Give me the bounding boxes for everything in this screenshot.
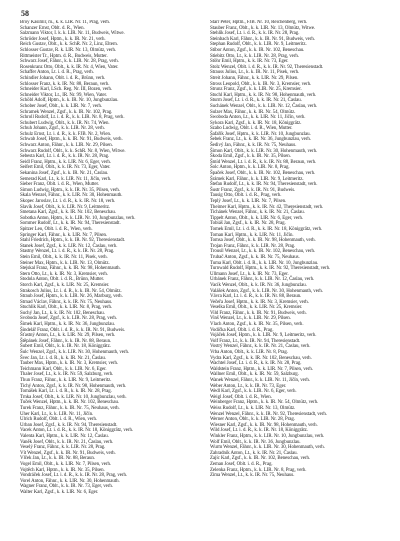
list-entry: Teichmann Karl, Oblt., k. k. LIR. Nr. 6, Eger.	[20, 366, 107, 372]
list-entry: Schneider Karl, LSch. Reg. Nr. III, Bozen, verh.	[20, 87, 113, 93]
list-entry: Springer Karl, Fähnr., k. k. LIR. Nr. 7, Pilsen.	[20, 232, 108, 238]
list-entry: Stolz Wenzel, Oblt. i. d. R., k. k. IR. Nr. 92, Theresienstadt.	[210, 64, 324, 70]
list-entry: Szabo Ludwig, Oblt. i. d. R., Wien, Mutter.	[210, 126, 293, 132]
list-entry: Wedl Karl, Zgsf., k. k. LIR. Nr. 6, Eger, verh.	[210, 389, 297, 395]
list-entry: Schaffer Anton, Lt. i. d. R., Prag, verh.	[20, 70, 94, 76]
list-entry: Škoda Emil, Zgsf., k. k. IR. Nr. 35, Pilsen.	[210, 154, 291, 160]
list-entry: Vojáček Josef, Hptm., k. k. LIR. Nr. 9, Leitmeritz, verh.	[210, 333, 317, 339]
list-entry: Streit Johann, Fähnr., k. k. LIR. Nr. 29, Pilsen.	[210, 75, 299, 81]
list-entry: Teplý Josef, Lt., k. k. LIR. Nr. 7, Pilsen.	[210, 199, 287, 204]
list-entry: Stehlík Josef, Lt. i. d. R., k. k. IR. Nr. 28, Prag.	[210, 31, 300, 37]
list-entry: Tomsa Josef, Oblt., k. k. IR. Nr. 98, Hohenmauth, verh.	[210, 238, 316, 244]
list-entry: Stanek Josef, Zgsf., k. k. LIR. Nr. 12, Časlau, verh.	[20, 243, 118, 249]
list-entry: Šubert Emil, Oblt., k. k. IR. Nr. 18, Königgrätz.	[20, 344, 111, 350]
list-entry: Zima Wenzel, Lt., k. k. IR. Nr. 75, Neuhaus.	[210, 473, 295, 479]
list-entry: Ulrich Rudolf, Oblt. i. d. R., Wien, verh.	[20, 417, 98, 423]
list-entry: Tippelt Anton, Oblt., k. k. LIR. Nr. 6, Eger, verh.	[210, 215, 304, 221]
list-entry: Theimer Karl, Hptm., k. k. IR. Nr. 42, Theresienstadt, verh.	[210, 204, 324, 210]
list-entry: Skala Wenzel, Fähnr., k. k. LIR. Nr. 30, Hohenmauth.	[20, 193, 123, 199]
list-entry: Toman Karl, Hptm., k. k. LIR. Nr. 11, Jičín.	[210, 232, 294, 238]
list-entry: Rittmeister Tr., Hptm. d. R., Budweis, Mutter.	[20, 53, 108, 59]
list-entry: Schwab Josef, Hptm., k. k. IR. Nr. 91, Budweis, verh.	[20, 137, 123, 143]
list-entry: Salzmann Viktor, I. k. k. LIR. Nr. 11, Budweis, Witwe.	[20, 31, 125, 37]
list-entry: Schwarz Josef, Fähnr., k. k. LIR. Nr. 28, Prag, verh.	[20, 59, 119, 65]
list-entry: Vít Wenzel, Zgsf., k. k. IR. Nr. 91, Budweis, verh.	[20, 450, 116, 456]
list-entry: Veselý Franz, Fähnr., k. k. LIR. Nr. 28, Prag.	[20, 445, 106, 451]
list-entry: Steiner Max, Hptm., k. k. LIR. Nr. 13, Olmütz.	[20, 260, 110, 266]
list-entry: Stuchl Karl, Hptm., k. k. IR. Nr. 98, Hohenmauth, verh.	[210, 92, 317, 98]
list-entry: Slavík Josef, Oblt., k. k. LIR. Nr. 9, Leitmeritz.	[20, 204, 111, 210]
list-entry: Schwarz Anton, Fähnr., k. k. LIR. Nr. 29, Pilsen.	[20, 143, 113, 149]
list-entry: Vacek Anton, Lt. i. d. R., k. k. IR. Nr. 18, Königgrätz, verh.	[20, 428, 134, 434]
list-entry: Schober Josef, Oblt., k. k. LIR. Nr. 7, verh.	[20, 103, 103, 109]
list-entry: Uher Karl, Lt., k. k. LIR. Nr. 11, Jičín.	[20, 411, 94, 417]
list-entry: Walter Karl, Zgsf., k. k. LIR. Nr. 6, Eger.	[20, 489, 99, 495]
list-entry: Spitzer Leo, Oblt. i. d. R., Wien, verh.	[20, 226, 93, 232]
text-columns	[20, 20, 392, 535]
list-entry: Vostrý Wenzel, Fähnr., k. k. IR. Nr. 21, Časlau, verh.	[210, 344, 311, 350]
list-entry: Vild Franz, Fähnr., k. k. IR. Nr. 91, Budweis, verh.	[210, 310, 307, 316]
list-entry: Weber Anton, Lt., k. k. IR. Nr. 73, Eger.	[210, 383, 287, 389]
list-entry: Seidl Franz, Hptm., k. k. LIR. Nr. 6, Eger, verh.	[20, 159, 111, 165]
list-entry: Tomášek Karl, Lt. i. d. R., k. k. IR. Nr. 28, Prag.	[20, 389, 112, 395]
list-entry: Sommer Rudolf, Lt., k. k. IR. Nr. 94, Theresienstadt.	[20, 221, 121, 227]
list-entry: Zelenka Franz, Hptm., k. k. LIR. Nr. 8, Prag, verh.	[210, 467, 307, 473]
list-entry: Semerad Karl, Lt., k. k. LIR. Nr. 11, Jičín, verh.	[20, 176, 112, 182]
list-entry: Strnad Václav, Fähnr., k. k. IR. Nr. 75, Neuhaus.	[20, 299, 113, 305]
list-entry: Vinš Wenzel, Lt., k. k. LIR. Nr. 29, Pilsen.	[210, 316, 291, 322]
list-entry: Šťastný Anton, Lt., k. k. LIR. Nr. 29, Pilsen, verh.	[20, 333, 116, 339]
list-entry: Thun Franz, Fähnr., k. k. LIR. Nr. 9, Leitmeritz.	[20, 378, 112, 383]
list-entry: Suchý Jan, Lt., k. k. IR. Nr. 102, Beneschau.	[20, 310, 105, 316]
list-entry: Šmíd Wenzel, Lt. i. d. R., k. k. IR. Nr. 88, Beraun, verh.	[210, 159, 317, 165]
list-entry: Svoboda Josef, Zgsf., k. k. LIR. Nr. 28, Prag, verh.	[20, 316, 117, 322]
list-entry: Stephan Rudolf, Oblt., k. k. LIR. Nr. 9, Leitmeritz.	[210, 42, 307, 48]
list-entry: Tuček Wenzel, Hptm., k. k. IR. Nr. 102, Beneschau.	[20, 400, 120, 406]
list-entry: Sebesta Karl, Lt. i. d. R., k. k. IR. Nr. 28, Prag.	[20, 154, 110, 160]
list-entry: Stauber Franz, Oblt., k. k. LIR. Nr. 13, Olmütz, Witwe.	[210, 25, 316, 31]
list-entry: Veselka Emil, Oblt., k. k. LIR. Nr. 25, Kremsier.	[210, 305, 303, 311]
list-entry: Zeman Josef, Oblt. i. d. R., Prag.	[210, 461, 273, 467]
list-entry: Simon Ludwig, Hptm., k. k. IR. Nr. 35, Pilsen, verh.	[20, 187, 120, 193]
list-entry: Strauss Julius, Lt., k. k. IR. Nr. 11, Pisek, verh.	[210, 70, 300, 76]
list-entry: Schanzer Ernst, Oblt. d. R., Wien.	[20, 25, 85, 31]
list-entry: Stejskal Franz, Fähnr., k. k. IR. Nr. 98, Hohenmauth.	[20, 266, 121, 272]
list-entry: Šedivý Jan, Fähnr., k. k. IR. Nr. 75, Neuhaus.	[210, 143, 297, 149]
list-entry: Špaček Josef, Oblt., k. k. IR. Nr. 102, Beneschau, verh.	[210, 171, 316, 177]
list-entry: Trnka Josef, Oblt., k. k. LIR. Nr. 10, Jungbunzlau, verh.	[20, 394, 127, 400]
list-entry: Weigl Josef, Oblt. i. d. R., Wien.	[210, 394, 272, 400]
list-entry: Šulc Wenzel, Zgsf., k. k. LIR. Nr. 30, Hohenmauth, verh.	[20, 350, 130, 356]
list-entry: Weiss Rudolf, Lt., k. k. LIR. Nr. 13, Olmütz.	[210, 405, 296, 411]
list-entry: Turek Franz, Fähnr., k. k. IR. Nr. 75, Neuhaus, verh.	[20, 405, 120, 411]
list-entry: Steinbach Karl, Fähnr., k. k. IR. Nr. 91, Budweis, verh.	[210, 36, 315, 42]
list-entry: Stein Emil, Oblt., k. k. IR. Nr. 11, Pisek, verh.	[20, 254, 108, 260]
list-entry: Thaler Josef, Lt., k. k. IR. Nr. 59, Salzburg, verh.	[20, 372, 114, 378]
list-entry: Vrba Anton, Oblt., k. k. LIR. Nr. 8, Prag.	[210, 350, 288, 356]
list-entry: Waldstein Franz, Hptm., k. k. LIR. Nr. 7, Pilsen, verh.	[210, 366, 313, 372]
list-entry: Sulzer Max, Fähnr., k. k. IR. Nr. 54, Olmütz.	[210, 109, 296, 115]
list-entry: Schuh Johann, Zgsf., k. k. LIR. Nr. 28, verh.	[20, 126, 105, 132]
list-entry: Valenta Karl, Hptm., k. k. LIR. Nr. 12, Časlau.	[20, 433, 109, 439]
list-entry: Šolc Anton, Hptm., k. k. LIR. Nr. 8, Prag.	[210, 165, 290, 171]
list-entry: Šustr Franz, Zgsf., k. k. IR. Nr. 91, Budweis.	[210, 187, 296, 193]
list-entry: Bröy Kasimir, m., k. k. LIR. Nr. 11, Prag, verh.	[20, 20, 110, 25]
left-column	[20, 20, 202, 535]
list-entry: Urban Josef, Zgsf., k. k. IR. Nr. 94, Theresienstadt.	[20, 422, 118, 428]
list-entry: Sekanina Josef, Zgsf., k. k. IR. Nr. 21, Časlau.	[20, 171, 109, 177]
list-entry: Stiebitz Otto, Lt., k. k. LIR. Nr. 28, Prag, verh.	[210, 53, 299, 59]
list-entry: Vydra Karl, Zgsf., k. k. IR. Nr. 102, Beneschau, verh.	[210, 355, 312, 361]
right-column	[210, 20, 392, 535]
list-entry: Urbánek Franz, Fähnr., k. k. LIR. Nr. 12, Časlau, verh.	[210, 277, 315, 283]
list-entry: Tomek Emil, Lt. i. d. R., k. k. IR. Nr. 18, Königgrätz, verh.	[210, 226, 323, 232]
list-entry: Sturm Josef, Lt. i. d. R., k. k. IR. Nr. 21, Časlau.	[210, 98, 302, 104]
list-entry: Schöbl Adolf, Hptm., k. k. IR. Nr. 10, Jungbunzlau.	[20, 98, 119, 104]
list-entry: Vogel Emil, Oblt., k. k. LIR. Nr. 7, Pilsen, verh.	[20, 461, 112, 467]
list-entry: Stuchlik Karl, Oblt., k. k. LIR. Nr. 8, Prag, verh.	[20, 305, 113, 311]
list-entry: Vacík Wenzel, Oblt., k. k. IR. Nr. 36, Jungbunzlau.	[210, 282, 307, 288]
list-entry: Wachtel Josef, Lt. i. d. R., k. k. IR. Nr. 28, Prag.	[210, 361, 302, 367]
list-entry: Wolf Emil, Oblt., k. k. IR. Nr. 36, Jungbunzlau.	[210, 439, 301, 445]
list-entry: Reich Gustav, Oblt., k. k. SchR. Nr. 2, Linz, Eltern.	[20, 42, 118, 48]
list-entry: Tauber Max, Hptm., k. k. IR. Nr. 3, Kremsier, verh.	[20, 361, 119, 367]
list-entry: Schröder Josef, Hptm., k. k. IR. Nr. 21, verh.	[20, 36, 106, 42]
list-entry: Stahl Friedrich, Hptm., k. k. IR. Nr. 92, Theresienstadt.	[20, 238, 126, 244]
list-entry: Volf Franz, Lt., k. k. IR. Nr. 94, Theresienstadt.	[210, 338, 301, 344]
list-entry: Stastny Wenzel, Lt. i. d. R., k. k. IR. Nr. 28, Prag.	[20, 249, 115, 255]
list-entry: Večeřa Josef, Hptm., k. k. IR. Nr. 3, Kremsier, verh.	[210, 299, 309, 305]
list-entry: Štefan Rudolf, Lt., k. k. IR. Nr. 94, Theresienstadt, verh.	[210, 182, 318, 188]
list-entry: Šimon Karl, Oblt., k. k. LIR. Nr. 30, Hohenmauth, verh.	[210, 148, 318, 154]
list-entry: Šindelář Franz, Oblt. i. d. R., k. k. IR. Nr. 91, Budweis.	[20, 327, 126, 333]
list-entry: Sobotka Anton, Hptm., k. k. LIR. Nr. 10, Jungbunzlau, verh.	[20, 215, 136, 221]
list-entry: Skopec Jaroslav, Lt. i. d. R., k. k. IR. Nr. 18, verh.	[20, 199, 116, 204]
list-entry: Turnwald Rudolf, Hptm., k. k. IR. Nr. 92, Theresienstadt, verh.	[210, 266, 331, 272]
list-entry: Trojan Franz, Fähnr., k. k. LIR. Nr. 28, Prag.	[210, 243, 296, 249]
list-entry: Tichý Anton, Zgsf., k. k. IR. Nr. 98, Hohenmauth, verh.	[20, 383, 127, 389]
list-entry: Stern Otto, Lt., k. k. IR. Nr. 3, Kremsier, verh.	[20, 271, 108, 277]
list-entry: Vojtěch Karl, Hptm., k. k. IR. Nr. 35, Pilsen.	[20, 467, 105, 473]
list-entry: Vorel Anton, Fähnr., k. k. LIR. Nr. 30, Hohenmauth.	[20, 478, 120, 484]
list-entry: Šrámek Karl, Fähnr., k. k. LIR. Nr. 9, Leitmeritz.	[210, 176, 304, 182]
list-entry: Rosenkranz Otto, Oblt., k. k. IR. Nr. 4, Wien, Vater.	[20, 64, 119, 70]
list-entry: Štěpánek Josef, Fähnr., k. k. IR. Nr. 88, Beraun.	[20, 338, 112, 344]
list-entry: Vaněk Josef, Oblt., k. k. IR. Nr. 21, Časlau, verh.	[20, 439, 114, 445]
list-entry: Valášek Anton, Zgsf., k. k. LIR. Nr. 30, Hohenmauth, verh.	[210, 288, 323, 294]
list-entry: Stibor Anton, Zgsf., k. k. IR. Nr. 102, Beneschau.	[210, 47, 305, 53]
list-entry: Ullmann Josef, Lt., k. k. IR. Nr. 73, Eger.	[210, 271, 289, 277]
list-entry: Tausig Otto, Oblt. i. d. R., Prag, verh.	[210, 193, 282, 199]
list-entry: Strunz Franz, Zgsf., k. k. LIR. Nr. 25, Kremsier.	[210, 87, 302, 93]
list-entry: Vodička Karl, Oblt. i. d. R., Prag.	[210, 327, 274, 333]
list-entry: Werner Anton, Oblt., k. k. LIR. Nr. 28, Prag.	[210, 417, 295, 423]
list-entry: Schubert Ludwig, Oblt., k. k. IR. Nr. 74, Wien.	[20, 120, 110, 126]
list-entry: Suchánek Wenzel, Oblt., k. k. LIR. Nr. 12, Časlau, verh.	[210, 103, 318, 109]
list-entry: Šebek Franz, Lt., k. k. IR. Nr. 36, Jungbunzlau, verh.	[210, 137, 311, 143]
list-entry: Stöhr Emil, Hptm., k. k. IR. Nr. 73, Eger.	[210, 59, 289, 65]
list-entry: Vlach Anton, Zgsf., k. k. IR. Nr. 35, Pilsen, verh.	[210, 322, 304, 328]
list-entry: Starr Peter, Hptm., FJB. Nr. 10, Reichenberg, verh.	[210, 20, 308, 25]
list-entry: Schulz Ernst, Lt. i. d. R., k. k. FJB. Nr. 2, Wien.	[20, 131, 112, 137]
list-entry: Šimek Karl, Hptm., k. k. IR. Nr. 36, Jungbunzlau.	[20, 322, 115, 328]
list-entry: Wanek Wenzel, Fähnr., k. k. LIR. Nr. 11, Jičín, verh.	[210, 378, 310, 383]
list-entry: Schwarz Rudolf, Oblt., k. k. SchR. Nr. 8, Wien, Witwe.	[20, 148, 126, 154]
list-entry: Straub Josef, Hptm., k. k. LIR. Nr. 26, Marburg, verh.	[20, 294, 123, 300]
list-entry: Schindler Johann, Oblt. i. d. R., Brünn, verh.	[20, 75, 106, 81]
list-entry: Seifert Emil, Oblt., k. k. IR. Nr. 73, Eger, Vater.	[20, 165, 111, 171]
list-entry: Schlosser Gustav, R. k. LIR. Nr. 13, Olmütz, verh.	[20, 47, 117, 53]
list-entry: Schneider Viktor, Lt., IR. Nr. 99, Wien, Vater.	[20, 92, 108, 98]
list-entry: Wagner Franz, Oblt., k. k. IR. Nr. 73, Eger, verh.	[20, 484, 113, 490]
list-entry: Zahradník Anton, Lt., k. k. IR. Nr. 21, Časlau.	[210, 450, 298, 456]
list-entry: Swoboda Anton, Lt., k. k. LIR. Nr. 11, Jičín, verh.	[210, 115, 306, 121]
list-entry: Storch Karl, Zgsf., k. k. LIR. Nr. 25, Kremsier.	[20, 282, 110, 288]
list-entry: Wiesner Karl, Zgsf., k. k. IR. Nr. 98, Hohenmauth, verh.	[210, 422, 318, 428]
list-entry: Wenzel Wenzel, Fähnr., k. k. IR. Nr. 92, Theresienstadt, verh.	[210, 411, 327, 417]
list-entry: Stodola Anton, Oblt. i. d. R., Brünn, Mutter.	[20, 277, 105, 283]
list-entry: Winkler Franz, Hptm., k. k. LIR. Nr. 10, Jungbunzlau, verh.	[210, 433, 325, 439]
list-entry: Strakosch Julius, Lt. i. d. R., k. k. IR. Nr. 54, Olmütz.	[20, 288, 122, 294]
list-entry: Šafařík Josef, Hptm., k. k. LIR. Nr. 10, Jungbunzlau.	[210, 131, 311, 137]
list-entry: Zajíc Karl, Zgsf., k. k. IR. Nr. 102, Beneschau, verh.	[210, 456, 311, 462]
list-entry: Smetana Karl, Zgsf., k. k. IR. Nr. 102, Beneschau.	[20, 210, 116, 216]
list-entry: Švec Jan, Lt. i. d. R., k. k. IR. Nr. 21, Časlau.	[20, 355, 106, 361]
list-entry: Wallner Emil, Oblt., k. k. IR. Nr. 59, Salzburg.	[210, 372, 299, 378]
list-entry: Vávra Karl, Lt. i. d. R., k. k. IR. Nr. 88, Beraun.	[210, 294, 302, 300]
list-entry: Stross Leopold, Oblt., k. k. IR. Nr. 3, Kremsier, verh.	[210, 81, 312, 87]
list-entry: Wurm Wenzel, Fähnr., k. k. LIR. Nr. 30, Hohenmauth, verh.	[210, 445, 325, 451]
list-entry: Schroll Rudolf, Lt. i. d. R., k. k. LIR. Nr. 8, Prag, verh.	[20, 115, 125, 121]
list-entry: Tuma Karl, Oblt. i. d. R., k. k. LIR. Nr. 10, Jungbunzlau.	[210, 260, 319, 266]
list-entry: Weinberger Franz, Hptm., k. k. IR. Nr. 54, Olmütz, verh.	[210, 400, 319, 406]
list-entry: Vlček Jan, Lt., k. k. IR. Nr. 88, Beraun.	[20, 456, 95, 462]
list-entry: Schlosser Franz, k. k. IR. Nr. 88, Beraun, verh.	[20, 81, 110, 87]
list-entry: Schramek Wenzel, Zgsf., k. k. IR. Nr. 102, Prag.	[20, 109, 113, 115]
list-entry: Sieber Franz, Oblt. i. d. R., Wien, Mutter.	[20, 182, 99, 188]
list-entry: Wild Josef, Lt. i. d. R., k. k. IR. Nr. 18, Königgrätz.	[210, 428, 308, 434]
list-entry: Tobiáš Jan, Zgsf., k. k. IR. Nr. 28, Prag.	[210, 221, 286, 227]
list-entry: Sykora Karl, Zgsf., k. k. IR. Nr. 18, Königgrätz.	[210, 120, 302, 126]
page-number: 58	[21, 9, 29, 18]
list-entry: Trousil Wenzel, Lt., k. k. IR. Nr. 102, Beneschau, verh.	[210, 249, 316, 255]
list-entry: Trubač Anton, Zgsf., k. k. IR. Nr. 75, Neuhaus.	[210, 254, 300, 260]
list-entry: Tichánek Wenzel, Fähnr., k. k. IR. Nr. 21, Časlau.	[210, 210, 305, 216]
list-entry: Vondráček Josef, Lt. i. d. R., k. k. IR. Nr. 28, Prag, verh.	[20, 473, 128, 479]
